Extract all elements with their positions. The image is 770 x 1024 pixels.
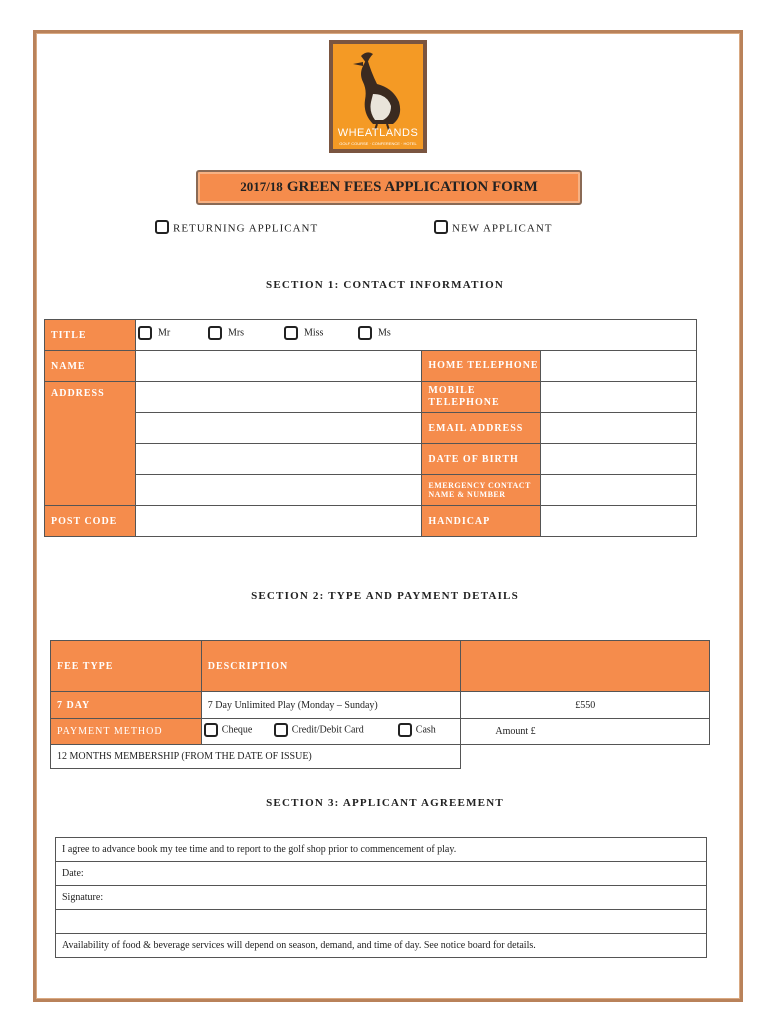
title-option-ms[interactable] [358, 326, 391, 340]
email-field[interactable] [541, 413, 697, 444]
returning-checkbox[interactable] [155, 220, 169, 234]
membership-note: 12 MONTHS MEMBERSHIP (FROM THE DATE OF ISSUE) [51, 745, 461, 769]
name-field[interactable] [135, 351, 421, 382]
blank-row [56, 910, 707, 934]
price-header [461, 641, 710, 692]
table-row [51, 692, 710, 719]
title-option-mrs[interactable] [208, 326, 244, 340]
address-line-1-field[interactable] [135, 382, 421, 413]
table-row [45, 413, 697, 444]
title-options [135, 320, 696, 351]
mobile-telephone-field[interactable] [541, 382, 697, 413]
miss-label: Miss [303, 327, 324, 339]
table-row [56, 838, 707, 862]
payment-options [201, 719, 461, 745]
amount-field[interactable]: Amount £ [461, 719, 710, 745]
fee-type-value: 7 DAY [51, 692, 202, 719]
handicap-label: HANDICAP [422, 506, 541, 537]
table-row [45, 320, 697, 351]
card-label: Credit/Debit Card [291, 723, 364, 735]
miss-checkbox[interactable] [284, 326, 298, 340]
wheatlands-logo [329, 40, 427, 153]
form-title [196, 170, 582, 205]
table-row [45, 382, 697, 413]
cheque-checkbox[interactable] [204, 723, 218, 737]
section3-heading: SECTION 3: APPLICANT AGREEMENT [266, 797, 504, 809]
table-row [51, 719, 710, 745]
table-row [45, 444, 697, 475]
signature-field[interactable]: Signature: [56, 886, 707, 910]
title-option-mr[interactable] [138, 326, 170, 340]
table-row [56, 886, 707, 910]
name-label: NAME [45, 351, 136, 382]
payment-method-label: PAYMENT METHOD [51, 719, 202, 745]
payment-table [50, 640, 710, 769]
address-label: ADDRESS [45, 382, 136, 506]
logo-tagline: GOLF COURSE · CONFERENCE · HOTEL [339, 141, 417, 146]
form-year: 2017/18 [240, 179, 283, 194]
agreement-text: I agree to advance book my tee time and to report to the golf shop prior to commencement of play. [56, 838, 707, 862]
dob-field[interactable] [541, 444, 697, 475]
handicap-field[interactable] [541, 506, 697, 537]
table-row [51, 745, 710, 769]
emergency-contact-label: EMERGENCY CONTACT NAME & NUMBER [422, 475, 541, 506]
cash-checkbox[interactable] [398, 723, 412, 737]
email-label: EMAIL ADDRESS [422, 413, 541, 444]
table-row [56, 934, 707, 958]
ms-checkbox[interactable] [358, 326, 372, 340]
payment-option-card[interactable] [274, 723, 364, 737]
table-row [56, 862, 707, 886]
contact-table [44, 319, 697, 537]
description-label: DESCRIPTION [201, 641, 461, 692]
new-applicant-option[interactable] [434, 222, 553, 236]
home-telephone-label: HOME TELEPHONE [422, 351, 541, 382]
address-line-4-field[interactable] [135, 475, 421, 506]
logo-brand: WHEATLANDS [337, 127, 419, 139]
mr-checkbox[interactable] [138, 326, 152, 340]
home-telephone-field[interactable] [541, 351, 697, 382]
postcode-label: POST CODE [45, 506, 136, 537]
table-row [51, 641, 710, 692]
ms-label: Ms [377, 327, 391, 339]
mr-label: Mr [157, 327, 171, 339]
table-row [56, 910, 707, 934]
address-line-2-field[interactable] [135, 413, 421, 444]
dob-label: DATE OF BIRTH [422, 444, 541, 475]
mobile-telephone-label: MOBILE TELEPHONE [422, 382, 541, 413]
table-row [45, 351, 697, 382]
mrs-label: Mrs [227, 327, 245, 339]
returning-label: RETURNING APPLICANT [173, 222, 319, 235]
fee-description: 7 Day Unlimited Play (Monday – Sunday) [201, 692, 461, 719]
payment-option-cheque[interactable] [204, 723, 253, 737]
table-row [45, 506, 697, 537]
section1-heading: SECTION 1: CONTACT INFORMATION [266, 279, 504, 291]
fee-price: £550 [461, 692, 710, 719]
emergency-contact-field[interactable] [541, 475, 697, 506]
section2-heading: SECTION 2: TYPE AND PAYMENT DETAILS [251, 590, 519, 602]
address-line-3-field[interactable] [135, 444, 421, 475]
cash-label: Cash [415, 723, 436, 735]
payment-option-cash[interactable] [398, 723, 436, 737]
postcode-field[interactable] [135, 506, 421, 537]
card-checkbox[interactable] [274, 723, 288, 737]
agreement-table [55, 837, 707, 958]
title-option-miss[interactable] [284, 326, 323, 340]
date-field[interactable]: Date: [56, 862, 707, 886]
new-label: NEW APPLICANT [452, 222, 553, 235]
empty-cell [461, 745, 710, 769]
table-row [45, 475, 697, 506]
returning-applicant-option[interactable] [155, 222, 318, 236]
cheque-label: Cheque [221, 723, 253, 735]
fee-type-label: FEE TYPE [51, 641, 202, 692]
mrs-checkbox[interactable] [208, 326, 222, 340]
new-checkbox[interactable] [434, 220, 448, 234]
form-title-text: GREEN FEES APPLICATION FORM [286, 179, 538, 195]
title-label: TITLE [45, 320, 136, 351]
availability-note: Availability of food & beverage services will depend on season, demand, and time of day. See notice board for details. [56, 934, 707, 958]
